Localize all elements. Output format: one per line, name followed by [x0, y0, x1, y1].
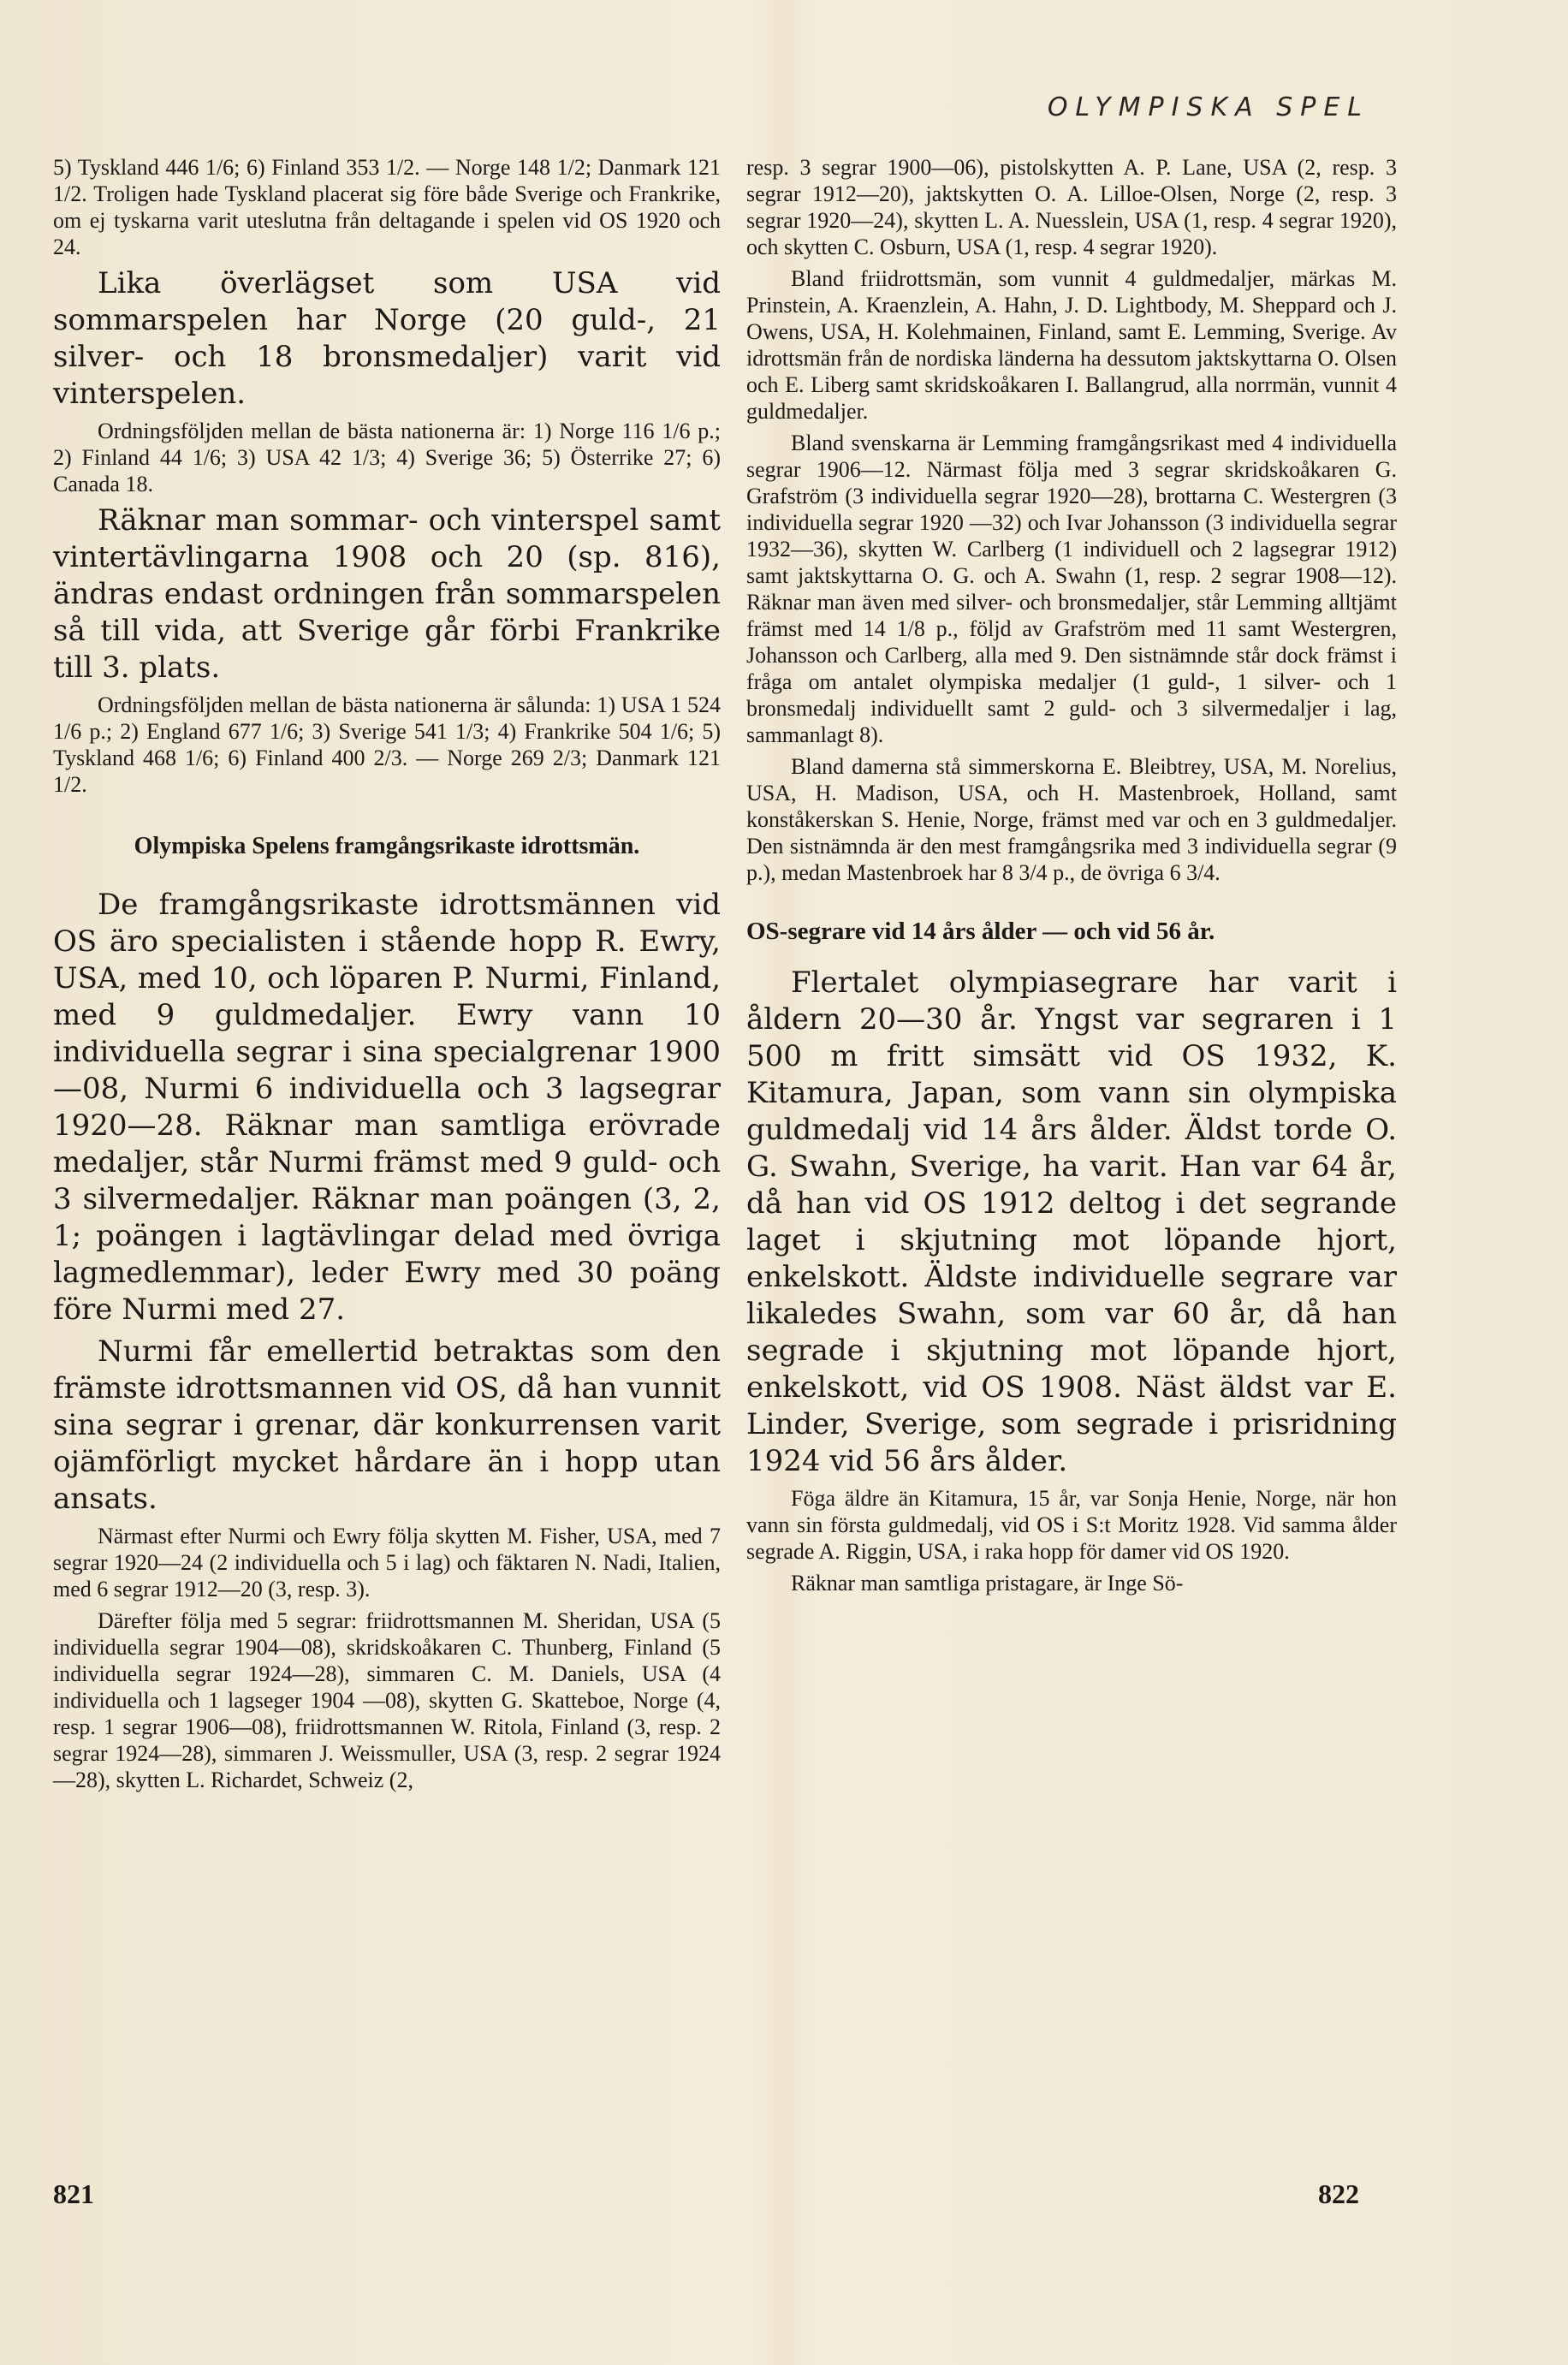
- paragraph: Lika överlägset som USA vid sommarspelen har Norge (20 guld-, 21 silver- och 18 bronsmedaljer) varit vid vinterspelen.: [53, 266, 721, 411]
- page-number-left: 821: [53, 2178, 94, 2209]
- paragraph: Räknar man sommar- och vinterspel samt vintertävlingarna 1908 och 20 (sp. 816), ändras endast ordningen från sommarspelen så till vida, att Sverige går förbi Frankrike till 3. plats.: [53, 503, 721, 685]
- paragraph: Flertalet olympiasegrare har varit i åldern 20—30 år. Yngst var segraren i 1 500 m fritt simsätt vid OS 1932, K. Kitamura, Japan, som vann sin olympiska guldmedalj vid 14 års ålder. Äldst torde O. G. Swahn, Sverige, ha varit. Han var 64 år, då han vid OS 1912 deltog i det segrande laget i skjutning mot löpande hjort, enkelskott. Äldste individuelle segrare var likaledes Swahn, som var 60 år, då han segrade i skjutning mot löpande hjort, enkelskott, vid OS 1908. Näst äldst var E. Linder, Sverige, som segrade i prisridning 1924 vid 56 års ålder.: [746, 966, 1397, 1478]
- paragraph: Föga äldre än Kitamura, 15 år, var Sonja Henie, Norge, när hon vann sin första guldmedalj, vid OS i S:t Moritz 1928. Vid samma ålder segrade A. Riggin, USA, i raka hopp för damer vid OS 1920.: [746, 1486, 1397, 1564]
- paragraph: 5) Tyskland 446 1/6; 6) Finland 353 1/2. — Norge 148 1/2; Danmark 121 1/2. Troligen hade Tyskland placerat sig före både Sverige och Frankrike, om ej tyskarna varit uteslutna från deltagande i spelen vid OS 1920 och 24.: [53, 155, 721, 259]
- paragraph: resp. 3 segrar 1900—06), pistolskytten A. P. Lane, USA (2, resp. 3 segrar 1912—20), jaktskytten O. A. Lilloe-Olsen, Norge (2, resp. 3 segrar 1920—24), skytten L. A. Nuesslein, USA (1, resp. 4 segrar 1920), och skytten C. Osburn, USA (1, resp. 4 segrar 1920).: [746, 155, 1397, 259]
- paragraph: Nurmi får emellertid betraktas som den främste idrottsmannen vid OS, då han vunnit sina segrar i grenar, där konkurrensen varit ojämförligt mycket hårdare än i hopp utan ansats.: [53, 1334, 721, 1516]
- left-column: [53, 154, 721, 1798]
- running-head: OLYMPISKA SPEL: [1047, 92, 1369, 122]
- paragraph: Bland friidrottsmän, som vunnit 4 guldmedaljer, märkas M. Prinstein, A. Kraenzlein, A. Hahn, J. D. Lightbody, M. Sheppard och J. Owens, USA, H. Kolehmainen, Finland, samt E. Lemming, Sverige. Av idrottsmän från de nordiska länderna ha dessutom jaktskyttarna O. Olsen och E. Liberg samt skridskoåkaren I. Ballangrud, alla norrmän, vunnit 4 guldmedaljer.: [746, 266, 1397, 424]
- right-column: [746, 154, 1397, 1601]
- paragraph: Bland damerna stå simmerskorna E. Bleibtrey, USA, M. Norelius, USA, H. Madison, USA, och H. Mastenbroek, Holland, samt konståkerskan S. Henie, Norge, främst med var och en 3 guldmedaljer. Den sistnämnda är den mest framgångsrika med 3 individuella segrar (9 p.), medan Mastenbroek har 8 3/4 p., de övriga 6 3/4.: [746, 754, 1397, 885]
- paragraph: Närmast efter Nurmi och Ewry följa skytten M. Fisher, USA, med 7 segrar 1920—24 (2 individuella och 5 i lag) och fäktaren N. Nadi, Italien, med 6 segrar 1912—20 (3, resp. 3).: [53, 1524, 721, 1601]
- page-number-right: 822: [1318, 2178, 1359, 2209]
- section-heading: OS-segrare vid 14 års ålder — och vid 56 år.: [746, 918, 1215, 945]
- paragraph: Bland svenskarna är Lemming framgångsrikast med 4 individuella segrar 1906—12. Närmast följa med 3 segrar skridskoåkaren G. Grafström (3 individuella segrar 1920—28), brottarna C. Westergren (3 individuella segrar 1920 —32) och Ivar Johansson (3 individuella segrar 1932—36), skytten W. Carlberg (1 individuell och 2 lagsegrar 1912) samt jaktskyttarna O. G. och A. Swahn (1, resp. 2 segrar 1908—12). Räknar man även med silver- och bronsmedaljer, står Lemming alltjämt främst med 14 1/8 p., följd av Grafström med 11 samt Westergren, Johansson och Carlberg, alla med 9. Den sistnämnde står dock främst i fråga om antalet olympiska medaljer (1 guld-, 1 silver- och 1 bronsmedalj individuellt samt 2 guld- och 3 silvermedaljer i lag, sammanlagt 8).: [746, 431, 1397, 747]
- paragraph: Räknar man samtliga pristagare, är Inge Sö-: [791, 1571, 1184, 1595]
- paragraph: De framgångsrikaste idrottsmännen vid OS äro specialisten i stående hopp R. Ewry, USA, med 10, och löparen P. Nurmi, Finland, med 9 guldmedaljer. Ewry vann 10 individuella segrar i sina specialgrenar 1900—08, Nurmi 6 individuella och 3 lagsegrar 1920—28. Räknar man samtliga erövrade medaljer, står Nurmi främst med 9 guld- och 3 silvermedaljer. Räknar man poängen (3, 2, 1; poängen i lagtävlingar delad med övriga lagmedlemmar), leder Ewry med 30 poäng före Nurmi med 27.: [53, 888, 721, 1327]
- paragraph: Ordningsföljden mellan de bästa nationerna är: 1) Norge 116 1/6 p.; 2) Finland 44 1/6; 3) USA 42 1/3; 4) Sverige 36; 5) Österrike 27; 6) Canada 18.: [53, 419, 721, 496]
- paragraph: Därefter följa med 5 segrar: friidrottsmannen M. Sheridan, USA (5 individuella segrar 1904—08), skridskoåkaren C. Thunberg, Finland (5 individuella segrar 1924—28), simmaren C. M. Daniels, USA (4 individuella och 1 lagseger 1904 —08), skytten G. Skatteboe, Norge (4, resp. 1 segrar 1906—08), friidrottsmannen W. Ritola, Finland (3, resp. 2 segrar 1924—28), simmaren J. Weissmuller, USA (3, resp. 2 segrar 1924—28), skytten L. Richardet, Schweiz (2,: [53, 1608, 721, 1792]
- paragraph: Ordningsföljden mellan de bästa nationerna är sålunda: 1) USA 1 524 1/6 p.; 2) England 677 1/6; 3) Sverige 541 1/3; 4) Frankrike 504 1/6; 5) Tyskland 468 1/6; 6) Finland 400 2/3. — Norge 269 2/3; Danmark 121 1/2.: [53, 692, 721, 797]
- section-heading: Olympiska Spelens framgångsrikaste idrottsmän.: [134, 833, 640, 859]
